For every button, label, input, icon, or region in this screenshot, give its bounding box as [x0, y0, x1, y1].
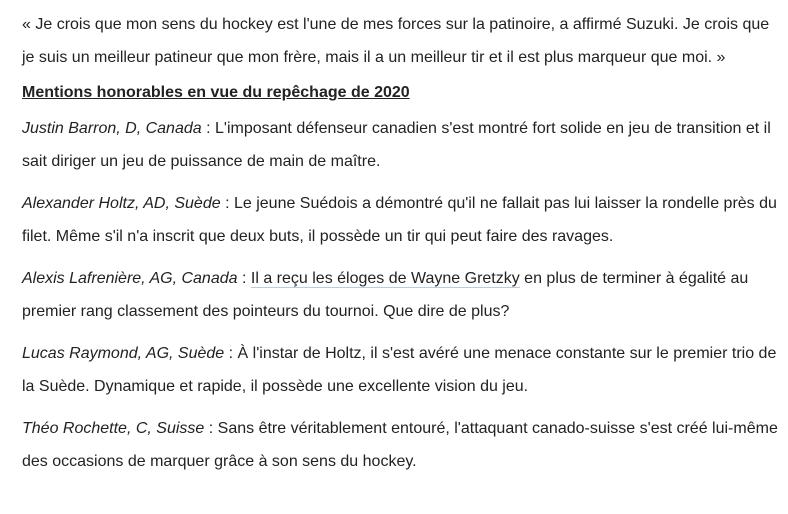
entry-separator: :: [201, 120, 215, 137]
player-name: Théo Rochette, C, Suisse: [22, 420, 205, 437]
entry-text: Le jeune Suédois a démontré qu'il ne fallait pas lui laisser la rondelle près du filet. Même s'il n'a inscrit que deux buts, il possède un tir qui peut faire des ravages.: [22, 195, 777, 245]
player-entry: [22, 262, 782, 328]
player-name: Lucas Raymond, AG, Suède: [22, 345, 225, 362]
entry-text: À l'instar de Holtz, il s'est avéré une menace constante sur le premier trio de la Suède. Dynamique et rapide, il possède une excellente vision du jeu.: [22, 345, 777, 395]
article-body: [22, 8, 782, 487]
player-entry: [22, 412, 782, 478]
entry-text: Sans être véritablement entouré, l'attaquant canado-suisse s'est créé lui-même des occasions de marquer grâce à son sens du hockey.: [22, 420, 778, 470]
entry-separator: :: [237, 270, 251, 287]
section-heading: Mentions honorables en vue du repêchage de 2020: [22, 84, 410, 101]
player-entry: [22, 337, 782, 403]
player-entry: [22, 187, 782, 253]
entry-text: en plus de terminer à égalité au premier rang classement des pointeurs du tournoi. Que dire de plus?: [22, 270, 749, 320]
gretzky-link[interactable]: Il a reçu les éloges de Wayne Gretzky: [250, 270, 520, 287]
entry-separator: :: [220, 195, 234, 212]
player-name: Alexis Lafrenière, AG, Canada: [22, 270, 238, 287]
quote-paragraph: « Je crois que mon sens du hockey est l'une de mes forces sur la patinoire, a affirmé Suzuki. Je crois que je suis un meilleur patineur que mon frère, mais il a un meilleur tir et il est plus marqueur que moi. »: [22, 16, 770, 66]
player-entry: [22, 112, 782, 178]
entry-separator: :: [224, 345, 238, 362]
entry-text: L'imposant défenseur canadien s'est montré fort solide en jeu de transition et il sait diriger un jeu de puissance de main de maître.: [22, 120, 771, 170]
player-name: Alexander Holtz, AD, Suède: [22, 195, 221, 212]
entry-separator: :: [204, 420, 218, 437]
player-name: Justin Barron, D, Canada: [22, 120, 202, 137]
